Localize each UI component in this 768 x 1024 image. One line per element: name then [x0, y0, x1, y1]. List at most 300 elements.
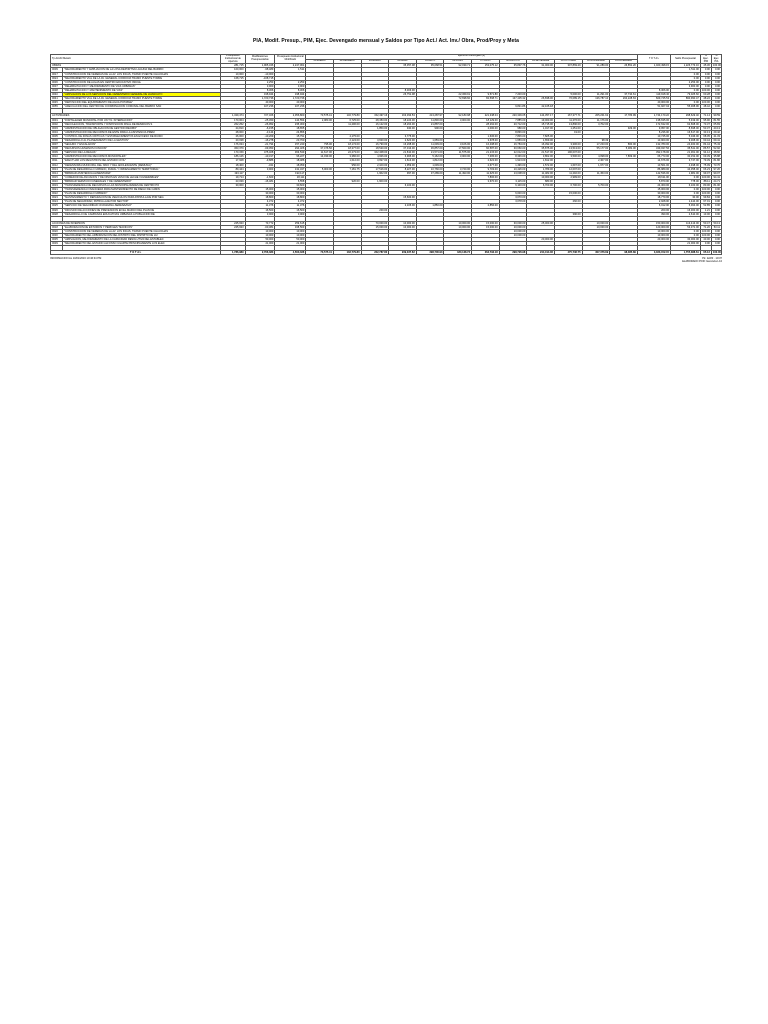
cell-month: 220,339.05 [499, 114, 527, 118]
cell-pia: 30,000 [221, 184, 245, 188]
cell-modificaciones: 198,944 [245, 93, 275, 97]
cell-pct-pim: 33.13 [700, 130, 711, 134]
cell-total: 10,745.00 [637, 134, 670, 138]
row-code: 0008 [51, 147, 63, 151]
cell-month: 1,613.00 [389, 159, 417, 163]
cell-modificaciones: -98,489 [245, 68, 275, 72]
cell-pct-pim: 0.00 [700, 68, 711, 72]
cell-pct-pia: 0.00 [711, 208, 721, 212]
cell-modificaciones: 11,376 [245, 204, 275, 208]
row-description: "ADMINISTRACION DE RECURSOS DE ENTE PARA LA ASISTENCIA PREM [63, 130, 221, 134]
cell-modificaciones: -69,053 [245, 147, 275, 151]
header-month: 12-DICIEMBRE [610, 59, 638, 64]
cell-month: 26,838.00 [527, 97, 555, 101]
cell-saldo: 113,413.00 [671, 221, 701, 225]
row-code: 0037 [51, 84, 63, 88]
cell-pim: 24,856 [275, 130, 306, 134]
cell-saldo: 890,990.47 [671, 97, 701, 101]
cell-month: 37,476.56 [306, 147, 334, 151]
cell-month: 1,600.00 [361, 179, 389, 183]
cell-month: 2,622.00 [472, 159, 500, 163]
row-description: "REPOSICION DEL EQUIPAMIENTO DE AGUA POTABLE" [63, 101, 221, 105]
cell-pct-pim: 100.00 [701, 88, 710, 92]
cell-modificaciones: 8,306 [245, 88, 275, 92]
cell-month: 10,000.00 [389, 225, 417, 229]
row-description: "SEGURO Y ESCALAFÓN" [63, 143, 221, 147]
cell-modificaciones: 21,000 [245, 242, 275, 246]
report-sheet [50, 38, 722, 263]
cell-month: 1,636.00 [472, 134, 500, 138]
cell-month: 16,408.00 [472, 143, 500, 147]
cell-month: 132,779.80 [333, 251, 361, 255]
cell-month: 91,289.00 [582, 64, 610, 68]
cell-pct-pim: 66.23 [700, 167, 711, 171]
report-title: PIA, Modif. Presup., PIM, Ejec. Devengado mensual y Saldos por Tipo Act./ Act. Inv./ Obra, Prod/Proy y Meta [252, 38, 520, 44]
cell-total: 10,000.00 [637, 234, 670, 238]
row-category: OBRAS [51, 64, 221, 68]
cell-month: 1,812.00 [416, 159, 444, 163]
row-description: "AMPLIACION, MEJORAMIENTO DE LA CAPACIDAD RESOLUTIVA DEL ESTABLEC [63, 238, 221, 242]
cell-month: 31,000.00 [527, 64, 555, 68]
cell-month: 10,766.00 [416, 167, 444, 171]
cell-month: 98.39 [582, 138, 610, 142]
row-code: 0009 [51, 151, 63, 155]
cell-saldo: 0.00 [671, 175, 701, 179]
cell-month: 22,273.00 [333, 151, 361, 155]
cell-month: 4,175.00 [333, 134, 361, 138]
total-label: T O T A L [51, 251, 221, 255]
cell-modificaciones: 10,000 [245, 234, 275, 238]
cell-month: 4,098.00 [582, 155, 610, 159]
cell-month: 26,851.20 [610, 64, 638, 68]
cell-pct-pia: 0.00 [711, 72, 721, 76]
cell-month: 11,482.00 [527, 171, 555, 175]
cell-month: 163,393.53 [389, 114, 417, 118]
cell-month: 2,620.00 [389, 138, 417, 142]
cell-pct-pim: 45.30 [700, 64, 711, 68]
cell-month: 795.00 [306, 143, 334, 147]
cell-month: 1,850.00 [416, 204, 444, 208]
cell-total: 132,780.00 [637, 143, 670, 147]
row-category: ACTIVIDADES [51, 114, 221, 118]
cell-month: 10,000.00 [444, 221, 472, 225]
cell-pct-pia: 53.11 [711, 225, 721, 229]
cell-total: 9,957.00 [637, 126, 670, 130]
cell-pia: 1,786,989 [221, 251, 245, 255]
cell-total: 13,561.00 [637, 163, 670, 167]
cell-month: 2,856.00 [472, 204, 500, 208]
cell-total: 10,000.00 [637, 229, 670, 233]
cell-month: 102,408.00 [361, 151, 389, 155]
cell-saldo: 1,444.00 [671, 200, 701, 204]
cell-modificaciones: 16,500 [245, 208, 275, 212]
cell-saldo: 298,629.40 [671, 114, 701, 118]
cell-modificaciones: 3,000 [245, 212, 275, 216]
cell-month: 880.00 [527, 179, 555, 183]
cell-pim: 131,347 [275, 167, 306, 171]
header-month: 01-ENERO [306, 59, 334, 64]
cell-month: 1,697.00 [554, 163, 582, 167]
cell-total: 6,012.00 [637, 204, 670, 208]
cell-pim: 198,944 [275, 93, 306, 97]
cell-month: 21,810.00 [389, 151, 417, 155]
cell-month: 1,659.00 [499, 138, 527, 142]
cell-month: 3,702.00 [582, 122, 610, 126]
cell-pct-pim: 100.00 [701, 175, 710, 179]
row-description: "PLAN DE SEGURIDAD, PATRULLAJE POR SECTOR" [63, 200, 221, 204]
cell-total: 172,632.00 [637, 122, 670, 126]
header-pct-pim: % Ejec. PIM [700, 55, 711, 64]
cell-pct-pim: 95.90 [700, 118, 711, 122]
cell-total: 119,918.40 [637, 93, 670, 97]
cell-pim: 10,000 [275, 234, 306, 238]
cell-month: 18,224.00 [389, 118, 417, 122]
row-description: "REHABILITACION Y MANTENIMIENTO DE VIAS" [63, 88, 221, 92]
cell-month: 6,100.00 [389, 184, 417, 188]
row-description: "BRINDAR SERVICIO FUNERALES Y DE CEMENTERIO" [63, 179, 221, 183]
cell-pct-pia: 65.83 [711, 122, 721, 126]
cell-month: 35,875.00 [527, 147, 555, 151]
cell-pim: 18,486 [275, 159, 306, 163]
cell-saldo: 30.00 [671, 196, 701, 200]
cell-month: 16,122.00 [361, 122, 389, 126]
cell-pct-pia: 35.88 [711, 155, 721, 159]
header-month: 10-OCTUBRE [554, 59, 582, 64]
cell-pct-pim: 60.44 [700, 138, 711, 142]
cell-month: 15,000.00 [472, 221, 500, 225]
cell-pia: 262,252 [221, 122, 245, 126]
cell-pim: 10,000 [275, 229, 306, 233]
cell-month: 4,936.00 [361, 155, 389, 159]
cell-pim: 107,236 [275, 105, 306, 109]
cell-saldo: 6,100.00 [671, 184, 701, 188]
cell-modificaciones: -21,794 [245, 143, 275, 147]
cell-pct-pim: 100.00 [701, 101, 710, 105]
cell-month: 5,700.00 [582, 184, 610, 188]
cell-month: 17,516.00 [361, 167, 389, 171]
cell-pct-pim: 100.00 [701, 229, 710, 233]
cell-pct-pia: 48.60 [711, 151, 721, 155]
cell-modificaciones: 3,900 [245, 84, 275, 88]
cell-pim: 2,253 [275, 80, 306, 84]
cell-saldo: 62,668.00 [671, 122, 701, 126]
cell-modificaciones: 727,326 [245, 114, 275, 118]
cell-month: 8,836.00 [499, 130, 527, 134]
cell-pia: 89,444 [221, 167, 245, 171]
cell-month: 1,612.00 [333, 159, 361, 163]
cell-pct-pim: 71.20 [700, 225, 711, 229]
cell-saldo: 55,308.96 [671, 105, 701, 109]
row-code: 0003 [51, 126, 63, 130]
cell-month: 11,176.00 [582, 118, 610, 122]
cell-pct-pia: 0.00 [711, 242, 721, 246]
row-code: 0035 [51, 238, 63, 242]
cell-total: 18,770.00 [637, 196, 670, 200]
cell-month: 1,913.00 [499, 159, 527, 163]
cell-month: 153,075.12 [472, 64, 500, 68]
cell-month: 1,850.00 [361, 126, 389, 130]
cell-pct-pim: 99.07 [700, 171, 711, 175]
cell-total: 829,745.53 [637, 97, 670, 101]
cell-pim: 1,511 [275, 68, 306, 72]
cell-month: 929.00 [610, 126, 638, 130]
cell-pim: 3,900 [275, 84, 306, 88]
header-pct-pia: % Ejec. PIA [711, 55, 721, 64]
cell-month: 3,115.00 [499, 179, 527, 183]
cell-month: 221,338.04 [472, 114, 500, 118]
cell-month: 6,995.00 [389, 155, 417, 159]
cell-pia: 24,810 [221, 126, 245, 130]
row-code: 0019 [51, 184, 63, 188]
cell-total: 40,000.00 [637, 101, 670, 105]
cell-pim: 294,326 [275, 147, 306, 151]
cell-month: 7,885.00 [499, 118, 527, 122]
row-code: 0024 [51, 76, 63, 80]
cell-pct-pim: 48.42 [700, 105, 711, 109]
cell-total: 8,306.00 [637, 88, 670, 92]
cell-month: 6,000.00 [499, 192, 527, 196]
cell-month: 990.00 [416, 126, 444, 130]
cell-saldo: 79,025.60 [671, 93, 701, 97]
cell-month: 5,000.00 [306, 167, 334, 171]
cell-pim: 15,791 [275, 134, 306, 138]
cell-month: 21,215.00 [472, 151, 500, 155]
cell-total: 138,635.00 [637, 118, 670, 122]
row-code: 0055 [51, 105, 63, 109]
footer-author: ELABORADO POR: Gerencia LCJ [682, 260, 722, 264]
cell-pct-pim: 80.00 [700, 184, 711, 188]
cell-month: 205,201.62 [582, 114, 610, 118]
cell-month: 3,862.00 [527, 155, 555, 159]
header-month: 08-AGOSTO [499, 59, 527, 64]
row-code: 0040 [51, 93, 63, 97]
cell-modificaciones: 50,000 [245, 238, 275, 242]
cell-pct-pim: 79.39 [700, 159, 711, 163]
cell-month: 19.00 [554, 130, 582, 134]
report-footer [50, 257, 722, 263]
footer-page: Pk: 12/20 · 10:37 [702, 257, 722, 261]
cell-month: 5,382.00 [610, 147, 638, 151]
cell-total: 8,236.00 [637, 130, 670, 134]
cell-month: 7,806.00 [472, 175, 500, 179]
cell-saldo: 3,747.00 [671, 159, 701, 163]
cell-pct-pim: 0.00 [700, 80, 711, 84]
cell-month: 136,787.10 [582, 97, 610, 101]
cell-month: 6,725.00 [333, 118, 361, 122]
cell-modificaciones: -6,155 [245, 126, 275, 130]
cell-pct-pia: 29.42 [711, 130, 721, 134]
cell-month: 2,407.00 [582, 159, 610, 163]
row-code: 0013 [51, 167, 63, 171]
cell-month: 10,426.00 [499, 167, 527, 171]
cell-month: 997.00 [389, 171, 417, 175]
row-description: "RECURSOS HUMANOS FUNCION" [63, 147, 221, 151]
cell-saldo: 0.00 [671, 192, 701, 196]
cell-pia: 176,034 [221, 143, 245, 147]
cell-pia: 363,379 [221, 147, 245, 151]
cell-month: 3,000.00 [444, 118, 472, 122]
cell-month: 298,726.98 [499, 251, 527, 255]
cell-month: 260.00 [554, 200, 582, 204]
cell-total: 66,773.00 [637, 155, 670, 159]
cell-total: 392,178.00 [637, 151, 670, 155]
row-code: 0016 [51, 179, 63, 183]
cell-pct-pia: 0.00 [711, 204, 721, 208]
row-code: 0017 [51, 72, 63, 76]
cell-saldo: 9,308.00 [671, 138, 701, 142]
cell-pia: 193,117 [221, 171, 245, 175]
cell-total: 2,928.00 [637, 200, 670, 204]
cell-pct-pia: 0.00 [711, 76, 721, 80]
cell-saldo: 0.00 [671, 188, 701, 192]
row-description: "ADMINISTRACION DE RECURSOS MUNICIPALES" [63, 155, 221, 159]
cell-pim: 1,720,736 [275, 97, 306, 101]
cell-modificaciones: 4,372 [245, 200, 275, 204]
cell-month: 18,129.00 [472, 118, 500, 122]
cell-month: 30,000.00 [499, 221, 527, 225]
row-code: 0009 [51, 68, 63, 72]
cell-month: 3,078.00 [499, 200, 527, 204]
cell-modificaciones: -60,381 [245, 225, 275, 229]
row-code: 0039 [51, 242, 63, 246]
cell-modificaciones: -26,952 [245, 122, 275, 126]
row-code: 0001 [51, 118, 63, 122]
cell-pct-pim: 52.85 [700, 204, 711, 208]
row-description: "MEJORAMIENTO DEL ARBORIZACION DEL DISTRITO DEL DISTRITO DE HU [63, 234, 221, 238]
cell-month: 11,276.00 [554, 118, 582, 122]
cell-pct-pim: 100.00 [701, 192, 710, 196]
cell-month: 37,289.00 [416, 171, 444, 175]
cell-pim: 3,000 [275, 212, 306, 216]
cell-pct-pim: 65.12 [700, 251, 711, 255]
cell-month: 35,357.08 [389, 64, 417, 68]
cell-month: 298,700.93 [416, 251, 444, 255]
cell-month: 1,659.00 [416, 138, 444, 142]
row-description: "DESARROLLO DE CAMPAÑAS EDUCATIVAS URBANAS A POBLACION DE [63, 212, 221, 216]
cell-month: 3,775.00 [389, 134, 417, 138]
cell-pim: 18,111 [275, 175, 306, 179]
cell-modificaciones: 18,800 [245, 196, 275, 200]
cell-month: 11,292.00 [554, 171, 582, 175]
cell-modificaciones: 15,000 [245, 188, 275, 192]
cell-total: 3,023,152.15 [637, 251, 670, 255]
cell-saldo: 44,358.00 [671, 167, 701, 171]
footer-right [682, 257, 722, 263]
cell-total: 349,937.56 [637, 147, 670, 151]
cell-pct-pia: 0.00 [711, 188, 721, 192]
cell-pia: 1,329,474 [221, 114, 245, 118]
cell-pct-pia: 0.00 [711, 238, 721, 242]
cell-modificaciones: -16,278 [245, 138, 275, 142]
cell-modificaciones: -168,715 [245, 76, 275, 80]
row-description: "CONSTRUCCION DE VEREDAS DE LA AV. LOS INCAS, TRAMO PUENTE CHAUCHAS [63, 229, 221, 233]
cell-modificaciones: 1,720,736 [245, 97, 275, 101]
cell-pct-pia: 0.00 [711, 229, 721, 233]
header-month: 02-FEBRERO [333, 59, 361, 64]
cell-saldo: 0.00 [671, 234, 701, 238]
cell-month: 8,227.00 [389, 167, 417, 171]
cell-total: 24,300.00 [637, 184, 670, 188]
cell-pct-pim: 69.39 [700, 155, 711, 159]
header-month: 03-MARZO [361, 59, 389, 64]
cell-month: 73,575.41 [306, 114, 334, 118]
cell-month: 307,376.69 [582, 251, 610, 255]
cell-pct-pia: 41.33 [711, 134, 721, 138]
cell-pct-pim: 13.00 [700, 212, 711, 216]
row-code: 0018 [51, 225, 63, 229]
cell-total: 142,536.00 [637, 171, 670, 175]
cell-pim: 2,247,061 [275, 64, 306, 68]
cell-month: 17,500.00 [444, 147, 472, 151]
cell-total: 1,744,170.22 [637, 114, 670, 118]
cell-month: 9,821.86 [499, 105, 527, 109]
cell-month: 11,296.00 [333, 122, 361, 126]
row-code: 0022 [51, 192, 63, 196]
cell-month: 152,497.16 [361, 114, 389, 118]
cell-month: 7,869.00 [610, 155, 638, 159]
cell-pim: 4,372 [275, 200, 306, 204]
cell-month: 2,080.00 [306, 118, 334, 122]
header-month: 09-SETIEMBRE [527, 59, 555, 64]
row-description: "AMPLIACION DE LOS SERVICIOS DEL CEMENTERIO GENERAL DE HUANCAYO [63, 93, 221, 97]
cell-modificaciones: 2,253 [245, 80, 275, 84]
row-description: "CONTROL DE ZONAS CRITICAS Y ESTABLECIMIENTOS EN EXCESO DE RUIDO [63, 134, 221, 138]
row-description: "ADECUACION DEL CENTRO DE COORDINACION COMUNAL DEL BARRIO SAN [63, 105, 221, 109]
row-code: 0038 [51, 88, 63, 92]
cell-pct-pim: 40.00 [700, 238, 711, 242]
cell-pia: 26,000 [221, 134, 245, 138]
cell-modificaciones: -9,886 [245, 159, 275, 163]
cell-pim: 8,306 [275, 88, 306, 92]
cell-pia: 281,715 [221, 64, 245, 68]
row-description: "SERVICIO DE LA REGUA" [63, 151, 221, 155]
cell-pct-pia: 100.00 [712, 251, 721, 255]
cell-month: 73,575.41 [306, 251, 334, 255]
cell-pct-pia: 0.00 [711, 105, 721, 109]
cell-pia: 168,715 [221, 76, 245, 80]
row-code: 0007 [51, 143, 63, 147]
cell-pct-pim: 99.84 [700, 196, 711, 200]
cell-month: 10,000.00 [582, 225, 610, 229]
cell-total: 51,927.04 [637, 105, 670, 109]
row-description: "EFECTUAR LOS REGISTROS DEL ESTADO CIVIL" [63, 159, 221, 163]
cell-month: 21,571.00 [416, 151, 444, 155]
cell-month: 13,513.00 [554, 147, 582, 151]
cell-month: 8,336.00 [499, 155, 527, 159]
cell-pia: 23,039 [221, 179, 245, 183]
cell-saldo: 16,617.00 [671, 130, 701, 134]
cell-month: 10,000.00 [527, 175, 555, 179]
header-month: 06-JUNIO [444, 59, 472, 64]
cell-pim: 144,554 [275, 118, 306, 122]
cell-saldo: 0.00 [671, 72, 701, 76]
cell-month: 3,670.00 [472, 179, 500, 183]
cell-month: 3,306.00 [554, 143, 582, 147]
cell-pim: 23,760 [275, 138, 306, 142]
row-description: "COMEDOR DE ANCIANOS Y DE NIÑOS EN VASO DE LECHE VULNERABLES" [63, 175, 221, 179]
header-pim: Presupuesto Institucional Modificado [275, 55, 306, 64]
row-description: "DIFUSION DE ACCIONES DE PREVENCION EN EL MARCO DEL PLAN DE [63, 208, 221, 212]
cell-modificaciones: 107,236 [245, 105, 275, 109]
footer-timestamp: INFORMACION AL 10/01/2016 10:46:34 PM [50, 257, 102, 261]
cell-total: 18,611.00 [637, 175, 670, 179]
cell-month: 92,183.98 [444, 114, 472, 118]
cell-total: 30,000.00 [637, 192, 670, 196]
cell-month: 28,453.00 [361, 118, 389, 122]
cell-pct-pia: 0.00 [711, 93, 721, 97]
cell-saldo: 3,900.00 [671, 84, 701, 88]
cell-modificaciones: 73,772 [245, 221, 275, 225]
